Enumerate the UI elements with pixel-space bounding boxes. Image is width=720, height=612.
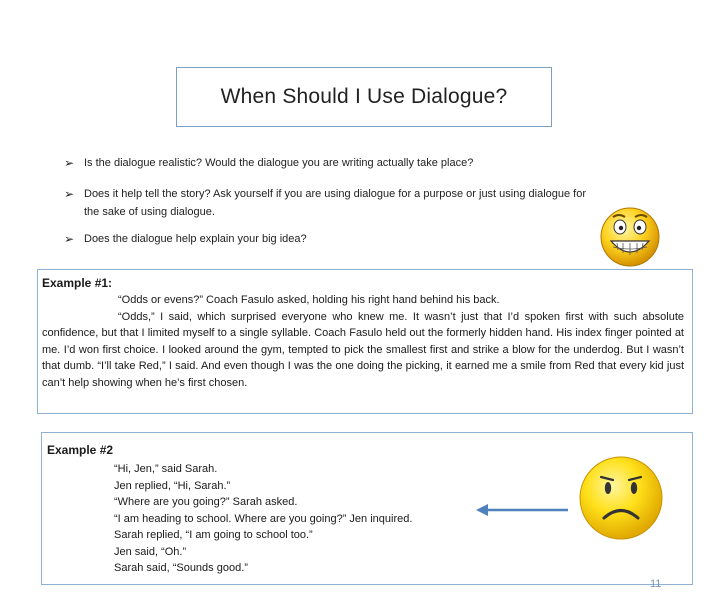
arrowhead-bullet-icon: ➢ <box>64 187 75 201</box>
example-2-dialogue <box>114 461 412 577</box>
page-number: 11 <box>650 578 662 590</box>
bullet-item <box>64 154 594 172</box>
dialogue-line: “Where are you going?” Sarah asked. <box>114 496 298 508</box>
example-1-box <box>37 269 693 414</box>
example-1-paragraph: “Odds or evens?” Coach Fasulo asked, holding his right hand behind his back. <box>118 294 500 306</box>
dialogue-line: “Hi, Jen,” said Sarah. <box>114 463 218 475</box>
bullet-item <box>64 230 594 248</box>
bullet-text: Is the dialogue realistic? Would the dialogue you are writing actually take place? <box>84 157 474 169</box>
dialogue-line: Jen said, “Oh.” <box>114 545 187 558</box>
arrowhead-bullet-icon: ➢ <box>64 156 75 170</box>
dialogue-line: “I am heading to school. Where are you going?” Jen inquired. <box>114 512 413 525</box>
example-2-heading: Example #2 <box>47 443 114 457</box>
dialogue-line: Sarah replied, “I am going to school too.” <box>114 529 313 541</box>
dialogue-line: Sarah said, “Sounds good.” <box>114 562 248 574</box>
grinning-smiley-icon <box>598 205 662 269</box>
dialogue-line: Jen replied, “Hi, Sarah.” <box>114 479 231 492</box>
page-title: When Should I Use Dialogue? <box>220 85 508 108</box>
bullet-text: Does the dialogue help explain your big idea? <box>84 233 307 245</box>
arrowhead-bullet-icon: ➢ <box>64 232 75 246</box>
bullet-text: Does it help tell the story? Ask yourself if you are using dialogue for a purpose or just using dialogue for the sake of using dialogue. <box>84 188 587 218</box>
example-1-body <box>42 292 684 391</box>
example-1-heading: Example #1: <box>42 276 113 290</box>
example-1-paragraph: “Odds,” I said, which surprised everyone who knew me. It wasn’t just that I’d spoken first with such absolute confidence, but that I limited myself to a single syllable. Coach Fasulo held out the formerly hidden hand. His index finger pointed at me. I’d won first choice. I looked around the gym, tempted to pick the smallest first and strike a blow for the underdog. But I wasn’t that dumb. “I’ll take Red,” I said. And even though I was the one doing the picking, it earned me a smile from Red that every kid just can’t help showing when he’s first chosen. <box>42 310 684 389</box>
bullet-item <box>64 185 594 221</box>
frowning-face-icon <box>578 455 664 541</box>
left-arrow-icon <box>474 500 570 520</box>
title-box <box>176 67 552 127</box>
